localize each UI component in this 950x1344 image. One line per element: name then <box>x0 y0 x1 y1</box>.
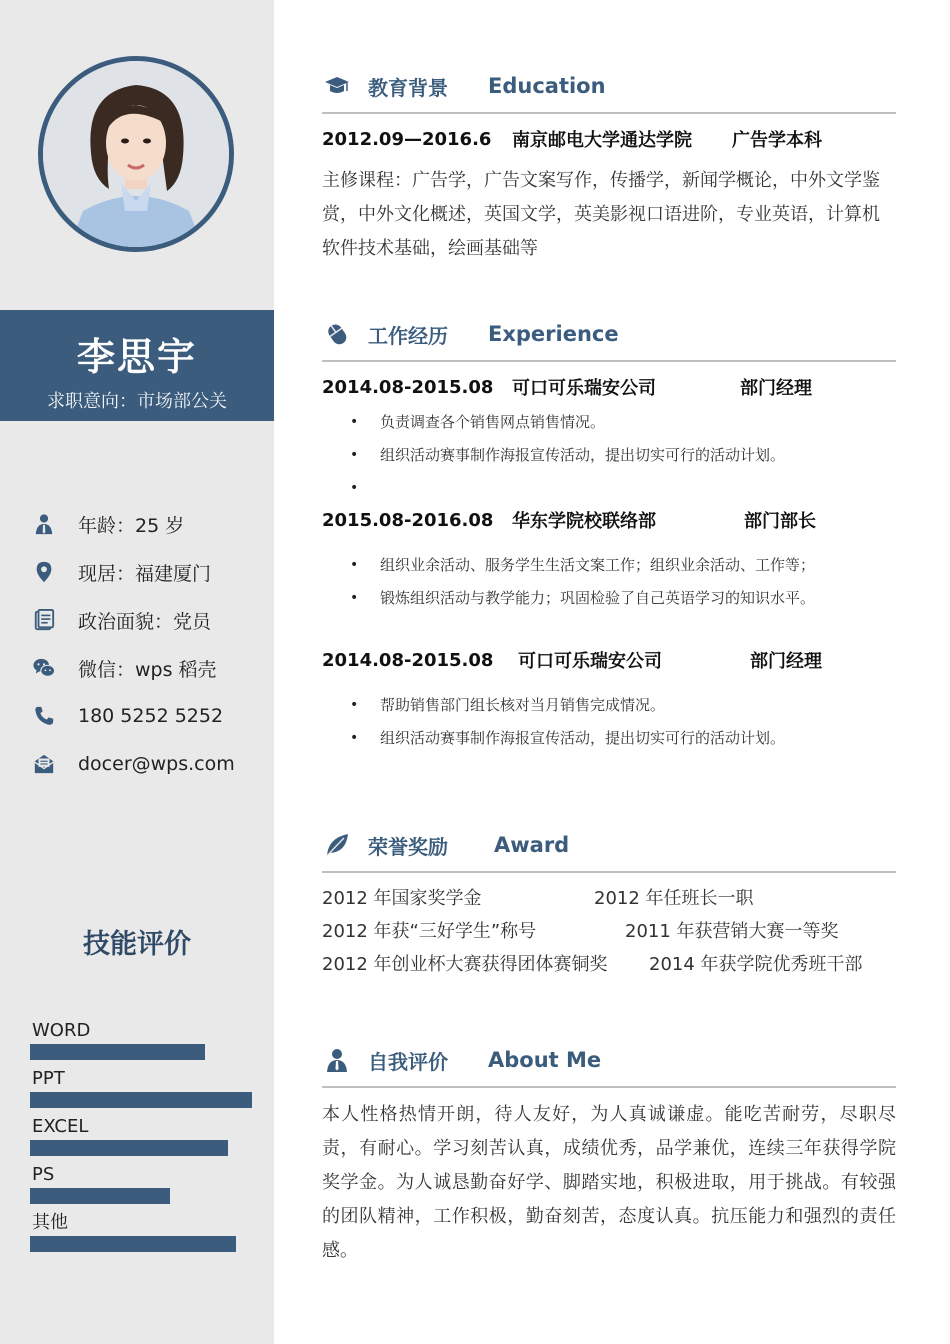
skills-title: 技能评价 <box>83 929 191 960</box>
skill-bar-track <box>30 1236 252 1252</box>
section-title-en: Education <box>488 74 606 98</box>
section-title-cn: 工作经历 <box>368 323 448 348</box>
award-item: 2012 年获“三好学生”称号 <box>322 921 537 942</box>
info-age <box>30 500 270 548</box>
skill-name: 其他 <box>32 1212 68 1233</box>
section-title-cn: 教育背景 <box>368 75 448 100</box>
skill-level-bar <box>30 1188 170 1204</box>
info-text: 政治面貌：党员 <box>78 610 212 633</box>
education-period: 2012.09—2016.6 <box>322 128 492 150</box>
job-period: 2014.08-2015.08 <box>322 649 494 671</box>
personal-info-list <box>30 500 270 788</box>
job-entry <box>322 505 896 615</box>
duty-item: • 组织活动赛事制作海报宣传活动，提出切实可行的活动计划。 <box>322 439 896 472</box>
avatar <box>38 56 234 252</box>
duty-item: • 帮助销售部门组长核对当月销售完成情况。 <box>322 689 896 722</box>
section-header <box>322 316 896 352</box>
job-entry <box>322 645 896 755</box>
section-divider <box>322 360 896 362</box>
award-row <box>322 882 896 915</box>
skill-name: PS <box>32 1164 55 1185</box>
award-item: 2014 年获学院优秀班干部 <box>649 954 863 975</box>
location-pin-icon <box>30 560 58 584</box>
info-text: 年龄：25 岁 <box>78 514 185 537</box>
person-icon <box>30 512 58 536</box>
education-degree: 广告学本科 <box>732 130 822 151</box>
mail-icon <box>30 752 58 776</box>
job-role: 部门经理 <box>740 378 812 399</box>
skill-bar-track <box>30 1044 252 1060</box>
job-duties <box>322 689 896 755</box>
job-entry <box>322 372 896 505</box>
info-location <box>30 548 270 596</box>
awards-list <box>322 882 896 981</box>
awards-section <box>322 827 896 981</box>
education-school: 南京邮电大学通达学院 <box>512 130 692 151</box>
job-role: 部门部长 <box>744 511 816 532</box>
job-company: 可口可乐瑞安公司 <box>518 651 662 672</box>
section-header <box>322 827 896 863</box>
phone-icon <box>30 704 58 728</box>
info-text: 现居：福建厦门 <box>78 562 212 585</box>
mouse-icon <box>322 319 352 349</box>
job-header <box>322 505 896 535</box>
about-section <box>322 1042 896 1268</box>
info-text: docer@wps.com <box>78 753 235 775</box>
duty-item <box>322 472 896 505</box>
award-item: 2012 年任班长一职 <box>594 888 754 909</box>
document-icon <box>30 608 58 632</box>
job-intent: 求职意向：市场部公关 <box>47 391 227 412</box>
skill-name: EXCEL <box>32 1116 89 1137</box>
info-political <box>30 596 270 644</box>
skills-list <box>30 1018 260 1258</box>
job-company: 华东学院校联络部 <box>512 511 656 532</box>
award-row <box>322 915 896 948</box>
education-entry-header <box>322 124 896 154</box>
job-header <box>322 645 896 675</box>
wechat-icon <box>30 656 58 680</box>
job-role: 部门经理 <box>750 651 822 672</box>
skill-item <box>30 1210 260 1258</box>
section-title-cn: 自我评价 <box>368 1049 448 1074</box>
section-title-en: Experience <box>488 322 619 346</box>
about-text: 本人性格热情开朗，待人友好，为人真诚谦虚。能吃苦耐劳，尽职尽责，有耐心。学习刻苦认真，成绩优秀，品学兼优，连续三年获得学院奖学金。为人诚恳勤奋好学、脚踏实地，积极进取，用于挑战。有较强的团队精神，工作积极，勤奋刻苦，态度认真。抗压能力和强烈的责任感。 <box>322 1104 896 1261</box>
experience-section <box>322 316 896 755</box>
skill-item <box>30 1066 260 1114</box>
job-duties <box>322 549 896 615</box>
job-header <box>322 372 896 402</box>
duty-item: • 负责调查各个销售网点销售情况。 <box>322 406 896 439</box>
award-item: 2012 年创业杯大赛获得团体赛铜奖 <box>322 954 608 975</box>
name-banner <box>0 310 274 421</box>
section-divider <box>322 871 896 873</box>
skill-item <box>30 1018 260 1066</box>
graduation-cap-icon <box>322 71 352 101</box>
section-divider <box>322 1086 896 1088</box>
education-courses: 主修课程：广告学，广告文案写作，传播学，新闻学概论，中外文学鉴赏，中外文化概述，英国文学，英美影视口语进阶，专业英语，计算机软件技术基础，绘画基础等 <box>322 170 880 259</box>
skill-item <box>30 1162 260 1210</box>
skill-level-bar <box>30 1044 205 1060</box>
info-email <box>30 740 270 788</box>
person-icon <box>322 1045 352 1075</box>
section-header <box>322 68 896 104</box>
section-header <box>322 1042 896 1078</box>
info-wechat <box>30 644 270 692</box>
job-company: 可口可乐瑞安公司 <box>512 378 656 399</box>
info-phone <box>30 692 270 740</box>
info-text: 180 5252 5252 <box>78 705 224 727</box>
skill-bar-track <box>30 1092 252 1108</box>
duty-item: • 组织活动赛事制作海报宣传活动，提出切实可行的活动计划。 <box>322 722 896 755</box>
skill-name: WORD <box>32 1020 91 1041</box>
skill-bar-track <box>30 1140 252 1156</box>
education-section <box>322 68 896 266</box>
skill-level-bar <box>30 1092 252 1108</box>
section-divider <box>322 112 896 114</box>
award-row <box>322 948 896 981</box>
section-title-cn: 荣誉奖励 <box>368 834 448 859</box>
skill-name: PPT <box>32 1068 65 1089</box>
skill-level-bar <box>30 1140 228 1156</box>
section-title-en: Award <box>494 833 570 857</box>
job-period: 2014.08-2015.08 <box>322 376 494 398</box>
info-text: 微信：wps 稻壳 <box>78 658 217 681</box>
leaf-icon <box>322 830 352 860</box>
duty-item: • 组织业余活动、服务学生生活文案工作；组织业余活动、工作等； <box>322 549 896 582</box>
job-duties <box>322 406 896 505</box>
skill-bar-track <box>30 1188 252 1204</box>
section-title-en: About Me <box>488 1048 602 1072</box>
portrait-photo <box>43 61 229 247</box>
candidate-name: 李思宇 <box>76 335 197 379</box>
sidebar <box>0 0 274 1344</box>
skill-level-bar <box>30 1236 236 1252</box>
award-item: 2012 年国家奖学金 <box>322 888 482 909</box>
award-item: 2011 年获营销大赛一等奖 <box>625 921 839 942</box>
job-period: 2015.08-2016.08 <box>322 509 494 531</box>
skill-item <box>30 1114 260 1162</box>
duty-item: • 锻炼组织活动与教学能力；巩固检验了自己英语学习的知识水平。 <box>322 582 896 615</box>
